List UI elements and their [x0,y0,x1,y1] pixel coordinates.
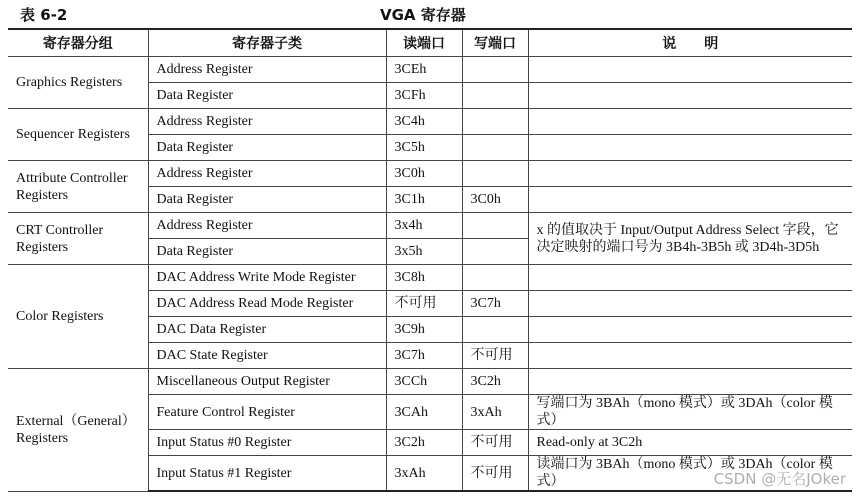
description-cell: 写端口为 3BAh（mono 模式）或 3DAh（color 模式） [528,395,852,430]
write-port-cell [462,57,528,83]
read-port-cell: 不可用 [386,291,462,317]
write-port-cell: 3C2h [462,369,528,395]
write-port-cell [462,213,528,239]
read-port-cell: 3x5h [386,239,462,265]
read-port-cell: 3C8h [386,265,462,291]
subclass-cell: Address Register [148,57,386,83]
read-port-cell: 3x4h [386,213,462,239]
group-cell: Graphics Registers [8,57,148,109]
write-port-cell [462,161,528,187]
write-port-cell [462,239,528,265]
header-write-port: 写端口 [462,29,528,57]
read-port-cell: 3C2h [386,430,462,456]
write-port-cell: 3C7h [462,291,528,317]
write-port-cell: 不可用 [462,343,528,369]
description-cell: Read-only at 3C2h [528,430,852,456]
subclass-cell: DAC Address Read Mode Register [148,291,386,317]
description-cell [528,161,852,187]
read-port-cell: 3C1h [386,187,462,213]
header-register-group: 寄存器分组 [8,29,148,57]
subclass-cell: Feature Control Register [148,395,386,430]
group-cell: Attribute Controller Registers [8,161,148,213]
description-cell [528,187,852,213]
write-port-cell: 不可用 [462,430,528,456]
vga-registers-table [8,28,852,492]
group-cell: External（General） Registers [8,369,148,492]
description-cell [528,343,852,369]
subclass-cell: Address Register [148,213,386,239]
subclass-cell: Address Register [148,161,386,187]
subclass-cell: Data Register [148,239,386,265]
read-port-cell: 3xAh [386,456,462,492]
table-row [8,213,852,239]
description-cell [528,109,852,135]
write-port-cell [462,109,528,135]
table-row [8,369,852,395]
description-cell: 读端口为 3BAh（mono 模式）或 3DAh（color 模式） [528,456,852,492]
write-port-cell: 不可用 [462,456,528,492]
read-port-cell: 3CEh [386,57,462,83]
description-cell: x 的值取决于 Input/Output Address Select 字段，它决定映射的端口号为 3B4h-3B5h 或 3D4h-3D5h [528,213,852,265]
table-row [8,161,852,187]
read-port-cell: 3CFh [386,83,462,109]
write-port-cell: 3C0h [462,187,528,213]
write-port-cell [462,135,528,161]
description-cell [528,317,852,343]
description-cell [528,57,852,83]
subclass-cell: Input Status #0 Register [148,430,386,456]
subclass-cell: Miscellaneous Output Register [148,369,386,395]
write-port-cell [462,317,528,343]
description-cell [528,135,852,161]
subclass-cell: DAC State Register [148,343,386,369]
description-cell [528,291,852,317]
subclass-cell: DAC Address Write Mode Register [148,265,386,291]
write-port-cell [462,83,528,109]
table-row [8,109,852,135]
table-header-row [8,29,852,57]
read-port-cell: 3C4h [386,109,462,135]
subclass-cell: Data Register [148,187,386,213]
description-cell [528,265,852,291]
table-row [8,57,852,83]
subclass-cell: Address Register [148,109,386,135]
table-number: 表 6-2 [20,6,68,24]
group-cell: CRT Controller Registers [8,213,148,265]
group-cell: Color Registers [8,265,148,369]
table-caption [0,2,860,26]
read-port-cell: 3C9h [386,317,462,343]
description-cell [528,369,852,395]
description-cell [528,83,852,109]
read-port-cell: 3C0h [386,161,462,187]
read-port-cell: 3CCh [386,369,462,395]
read-port-cell: 3C5h [386,135,462,161]
subclass-cell: Data Register [148,83,386,109]
read-port-cell: 3C7h [386,343,462,369]
header-register-subclass: 寄存器子类 [148,29,386,57]
subclass-cell: DAC Data Register [148,317,386,343]
csdn-watermark: CSDN @无名JOker [713,470,846,488]
table-title: VGA 寄存器 [380,6,466,24]
table-row [8,265,852,291]
subclass-cell: Data Register [148,135,386,161]
subclass-cell: Input Status #1 Register [148,456,386,492]
write-port-cell [462,265,528,291]
write-port-cell: 3xAh [462,395,528,430]
read-port-cell: 3CAh [386,395,462,430]
header-description: 说 明 [528,29,852,57]
header-read-port: 读端口 [386,29,462,57]
group-cell: Sequencer Registers [8,109,148,161]
